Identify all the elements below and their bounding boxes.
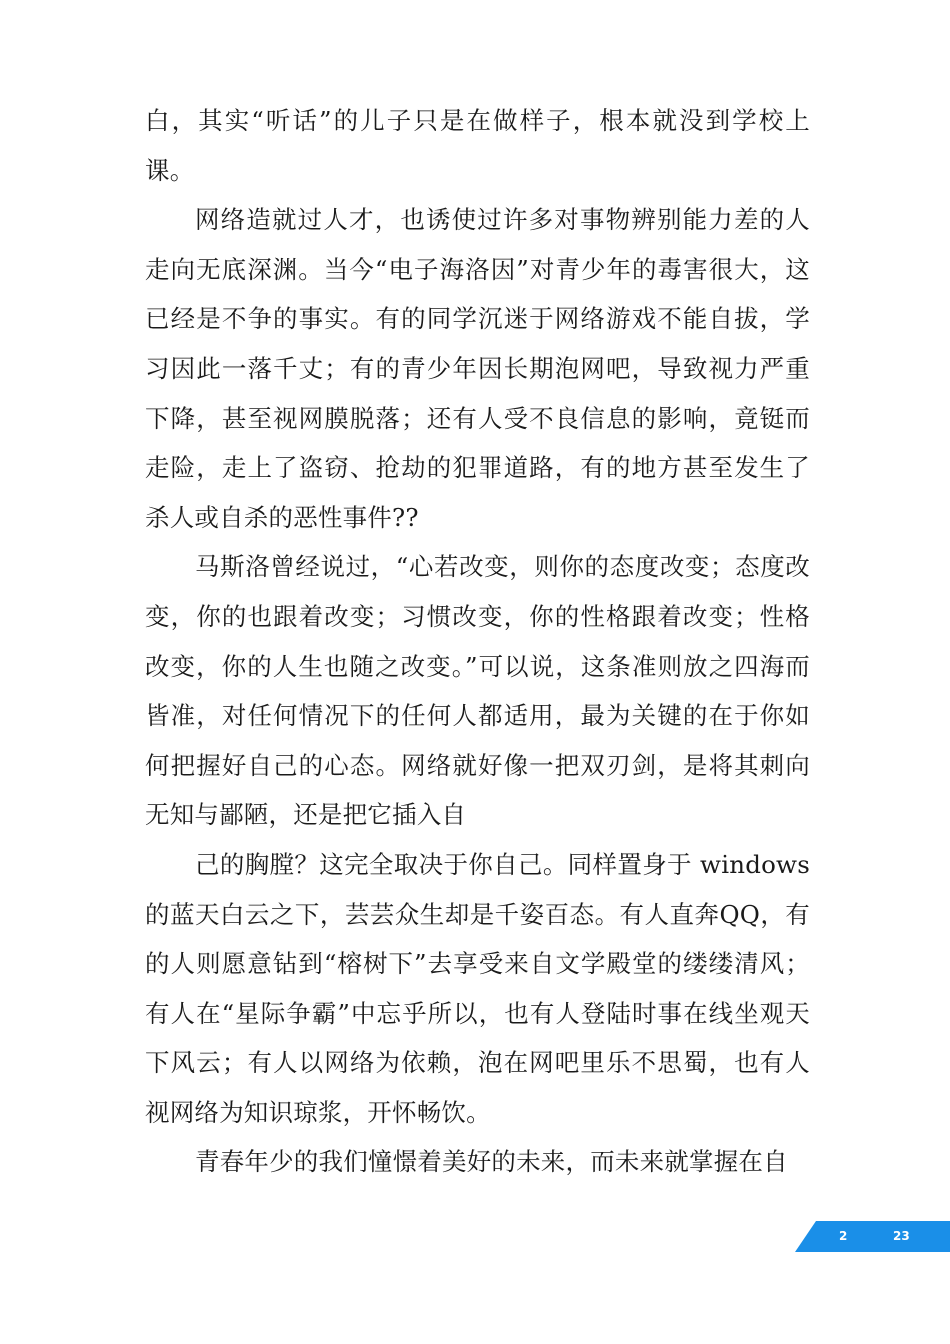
paragraph-windows: 己的胸膛？这完全取决于你自己。同样置身于 windows 的蓝天白云之下，芸芸众生却是千姿百态。有人直奔QQ，有的人则愿意钻到“榕树下”去享受来自文学殿堂的缕缕清风；有人在“星际争霸”中忘乎所以，也有人登陆时事在线坐观天下风云；有人以网络为依赖，泡在网吧里乐不思蜀，也有人视网络为知识琼浆，开怀畅饮。	[145, 849, 810, 1127]
page-number-badge	[795, 1221, 950, 1252]
paragraph-future: 青春年少的我们憧憬着美好的未来，而未来就掌握在自	[195, 1147, 788, 1177]
total-page-count: 23	[893, 1229, 910, 1243]
current-page-number: 2	[839, 1229, 848, 1243]
page-badge-shape	[795, 1221, 950, 1252]
paragraph-internet-harm: 网络造就过人才，也诱使过许多对事物辨别能力差的人走向无底深渊。当今“电子海洛因”对青少年的毒害很大，这已经是不争的事实。有的同学沉迷于网络游戏不能自拔，学习因此一落千丈；有的青少年因长期泡网吧，导致视力严重下降，甚至视网膜脱落；还有人受不良信息的影响，竟铤而走险，走上了盗窃、抢劫的犯罪道路，有的地方甚至发生了杀人或自杀的恶性事件??	[145, 205, 810, 532]
paragraph-continuation: 白，其实“听话”的儿子只是在做样子，根本就没到学校上课。	[145, 106, 810, 185]
paragraph-maslow-quote: 马斯洛曾经说过，“心若改变，则你的态度改变；态度改变，你的也跟着改变；习惯改变，你的性格跟着改变；性格改变，你的人生也随之改变。”可以说，这条准则放之四海而皆准，对任何情况下的任何人都适用，最为关键的在于你如何把握好自己的心态。网络就好像一把双刃剑，是将其刺向无知与鄙陋，还是把它插入自	[145, 552, 810, 830]
document-body	[145, 96, 810, 1187]
